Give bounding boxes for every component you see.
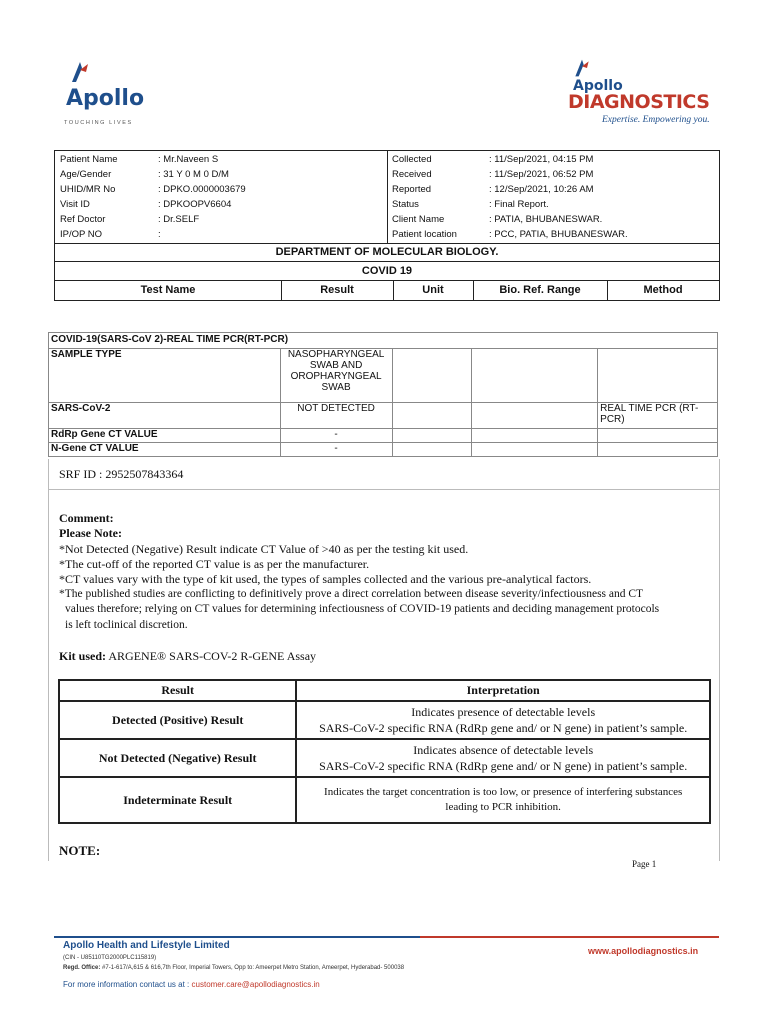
apollo-mark-icon: [68, 60, 92, 84]
patient-label: Age/Gender: [60, 169, 112, 180]
table-header-row: [59, 680, 710, 701]
interp-line: SARS-CoV-2 specific RNA (RdRp gene and/ or N gene) in patient’s sample.: [319, 721, 688, 735]
test-unit: [392, 443, 472, 457]
patient-value: : PATIA, BHUBANESWAR.: [489, 214, 603, 225]
kit-label: Kit used:: [59, 649, 107, 663]
interp-result: Indeterminate Result: [59, 777, 296, 823]
apollo-wordmark: Apollo: [66, 86, 145, 111]
srf-id-box: [48, 459, 720, 490]
apollo-diagnostics-logo: [568, 58, 718, 128]
test-unit: [392, 349, 472, 403]
patient-value: : 11/Sep/2021, 06:52 PM: [489, 169, 594, 180]
comment-heading: Comment:: [59, 511, 114, 525]
table-row: [59, 739, 710, 777]
patient-label: Status: [392, 199, 419, 210]
patient-value: : PCC, PATIA, BHUBANESWAR.: [489, 229, 628, 240]
diagnostics-wordmark: DIAGNOSTICS: [568, 91, 710, 113]
interp-text: [296, 777, 710, 823]
column-header: Interpretation: [296, 680, 710, 701]
interp-result: Not Detected (Negative) Result: [59, 739, 296, 777]
interp-line: leading to PCR inhibition.: [445, 801, 561, 813]
kit-used: [59, 649, 316, 664]
comment-line: *Not Detected (Negative) Result indicate CT Value of >40 as per the testing kit used.: [59, 542, 469, 556]
table-row: [49, 349, 718, 403]
comment-line: *The cut-off of the reported CT value is as per the manufacturer.: [59, 557, 370, 571]
srf-id: SRF ID : 2952507843364: [59, 467, 184, 481]
interp-line: Indicates the target concentration is too low, or presence of interfering substances: [324, 786, 683, 798]
patient-value: : 11/Sep/2021, 04:15 PM: [489, 154, 594, 165]
test-unit: [392, 429, 472, 443]
apollo-wordmark-small: Apollo: [573, 78, 623, 94]
footer-office-label: Regd. Office:: [63, 965, 101, 971]
table-row: [49, 429, 718, 443]
table-row: [59, 777, 710, 823]
interpretation-table: [58, 679, 711, 824]
table-row: [49, 403, 718, 429]
test-name: RdRp Gene CT VALUE: [49, 429, 281, 443]
comment-line: is left toclinical discretion.: [65, 619, 188, 631]
test-range: [472, 443, 598, 457]
comment-line: values therefore; relying on CT values for determining infectiousness of COVID-19 patients and deciding management protocols: [65, 603, 660, 615]
test-method: [598, 443, 718, 457]
footer-cin: (CIN - U85110TG2000PLC115819): [63, 955, 157, 961]
column-header: Method: [643, 284, 683, 296]
results-title: COVID-19(SARS-CoV 2)-REAL TIME PCR(RT-PCR): [49, 333, 718, 349]
patient-value: : Dr.SELF: [158, 214, 200, 225]
apollo-tagline: TOUCHING LIVES: [64, 120, 133, 126]
test-result: -: [280, 429, 392, 443]
interp-text: [296, 701, 710, 739]
footer-contact-label: For more information contact us at :: [63, 980, 190, 989]
column-header: Bio. Ref. Range: [499, 284, 581, 296]
footer-contact-email[interactable]: customer.care@apollodiagnostics.in: [191, 980, 320, 989]
test-method: [598, 429, 718, 443]
patient-info-box: [54, 150, 720, 244]
test-range: [472, 403, 598, 429]
department-title: DEPARTMENT OF MOLECULAR BIOLOGY.: [54, 243, 720, 262]
interp-line: Indicates absence of detectable levels: [413, 743, 594, 757]
interp-text: [296, 739, 710, 777]
table-row: [49, 443, 718, 457]
results-table: [48, 332, 718, 457]
test-result: -: [280, 443, 392, 457]
patient-label: Reported: [392, 184, 432, 195]
test-result: NASOPHARYNGEAL SWAB AND OROPHARYNGEAL SWAB: [280, 349, 392, 403]
patient-value: : 31 Y 0 M 0 D/M: [158, 169, 229, 180]
table-row: [59, 701, 710, 739]
patient-label: Patient Name: [60, 154, 118, 165]
test-method: REAL TIME PCR (RT-PCR): [598, 403, 718, 429]
column-header: Result: [320, 284, 354, 296]
footer-contact: [63, 980, 320, 989]
test-method: [598, 349, 718, 403]
patient-value: : Mr.Naveen S: [158, 154, 219, 165]
interp-result: Detected (Positive) Result: [59, 701, 296, 739]
column-header: Result: [59, 680, 296, 701]
comment-line: *The published studies are conflicting to definitively prove a direct correlation between disease severity/infectiousness and CT: [59, 588, 644, 600]
note-heading: Please Note:: [59, 526, 122, 540]
page-number: Page 1: [632, 859, 657, 869]
interp-line: Indicates presence of detectable levels: [411, 705, 596, 719]
footer-office-address: #7-1-617/A,615 & 616,7th Floor, Imperial Towers, Opp to: Ameerpet Metro Station, Ameerpet, Hyderabad- 500038: [102, 965, 405, 971]
patient-label: Visit ID: [60, 199, 90, 210]
test-name: SARS-CoV-2: [49, 403, 281, 429]
interp-line: SARS-CoV-2 specific RNA (RdRp gene and/ or N gene) in patient’s sample.: [319, 759, 688, 773]
column-header: Unit: [422, 284, 444, 296]
footer-divider-accent: [420, 936, 719, 938]
apollo-logo: [60, 58, 150, 128]
footer-company: Apollo Health and Lifestyle Limited: [63, 940, 230, 951]
diagnostics-tagline: Expertise. Empowering you.: [602, 115, 710, 125]
column-header-row: [54, 281, 720, 301]
kit-value: ARGENE® SARS-COV-2 R-GENE Assay: [108, 649, 317, 663]
patient-value: : DPKO.0000003679: [158, 184, 246, 195]
test-unit: [392, 403, 472, 429]
apollo-mark-icon: [572, 58, 592, 78]
comment-line: *CT values vary with the type of kit used, the types of samples collected and the various pre-analytical factors.: [59, 572, 592, 586]
test-group-title: COVID 19: [54, 262, 720, 281]
footer-website[interactable]: www.apollodiagnostics.in: [588, 946, 699, 956]
test-range: [472, 429, 598, 443]
patient-label: Ref Doctor: [60, 214, 106, 225]
patient-label: Client Name: [392, 214, 445, 225]
column-header: Test Name: [140, 284, 196, 296]
test-result: NOT DETECTED: [280, 403, 392, 429]
test-range: [472, 349, 598, 403]
test-name: SAMPLE TYPE: [49, 349, 281, 403]
test-name: N-Gene CT VALUE: [49, 443, 281, 457]
patient-value: : DPKOOPV6604: [158, 199, 232, 210]
patient-label: Collected: [392, 154, 432, 165]
patient-value: :: [158, 229, 161, 240]
patient-label: UHID/MR No: [60, 184, 116, 195]
note-label: NOTE:: [59, 843, 101, 858]
patient-label: IP/OP NO: [60, 229, 103, 240]
patient-value: : 12/Sep/2021, 10:26 AM: [489, 184, 594, 195]
patient-label: Patient location: [392, 229, 457, 240]
footer-office: [63, 965, 404, 971]
patient-value: : Final Report.: [489, 199, 549, 210]
patient-label: Received: [392, 169, 432, 180]
